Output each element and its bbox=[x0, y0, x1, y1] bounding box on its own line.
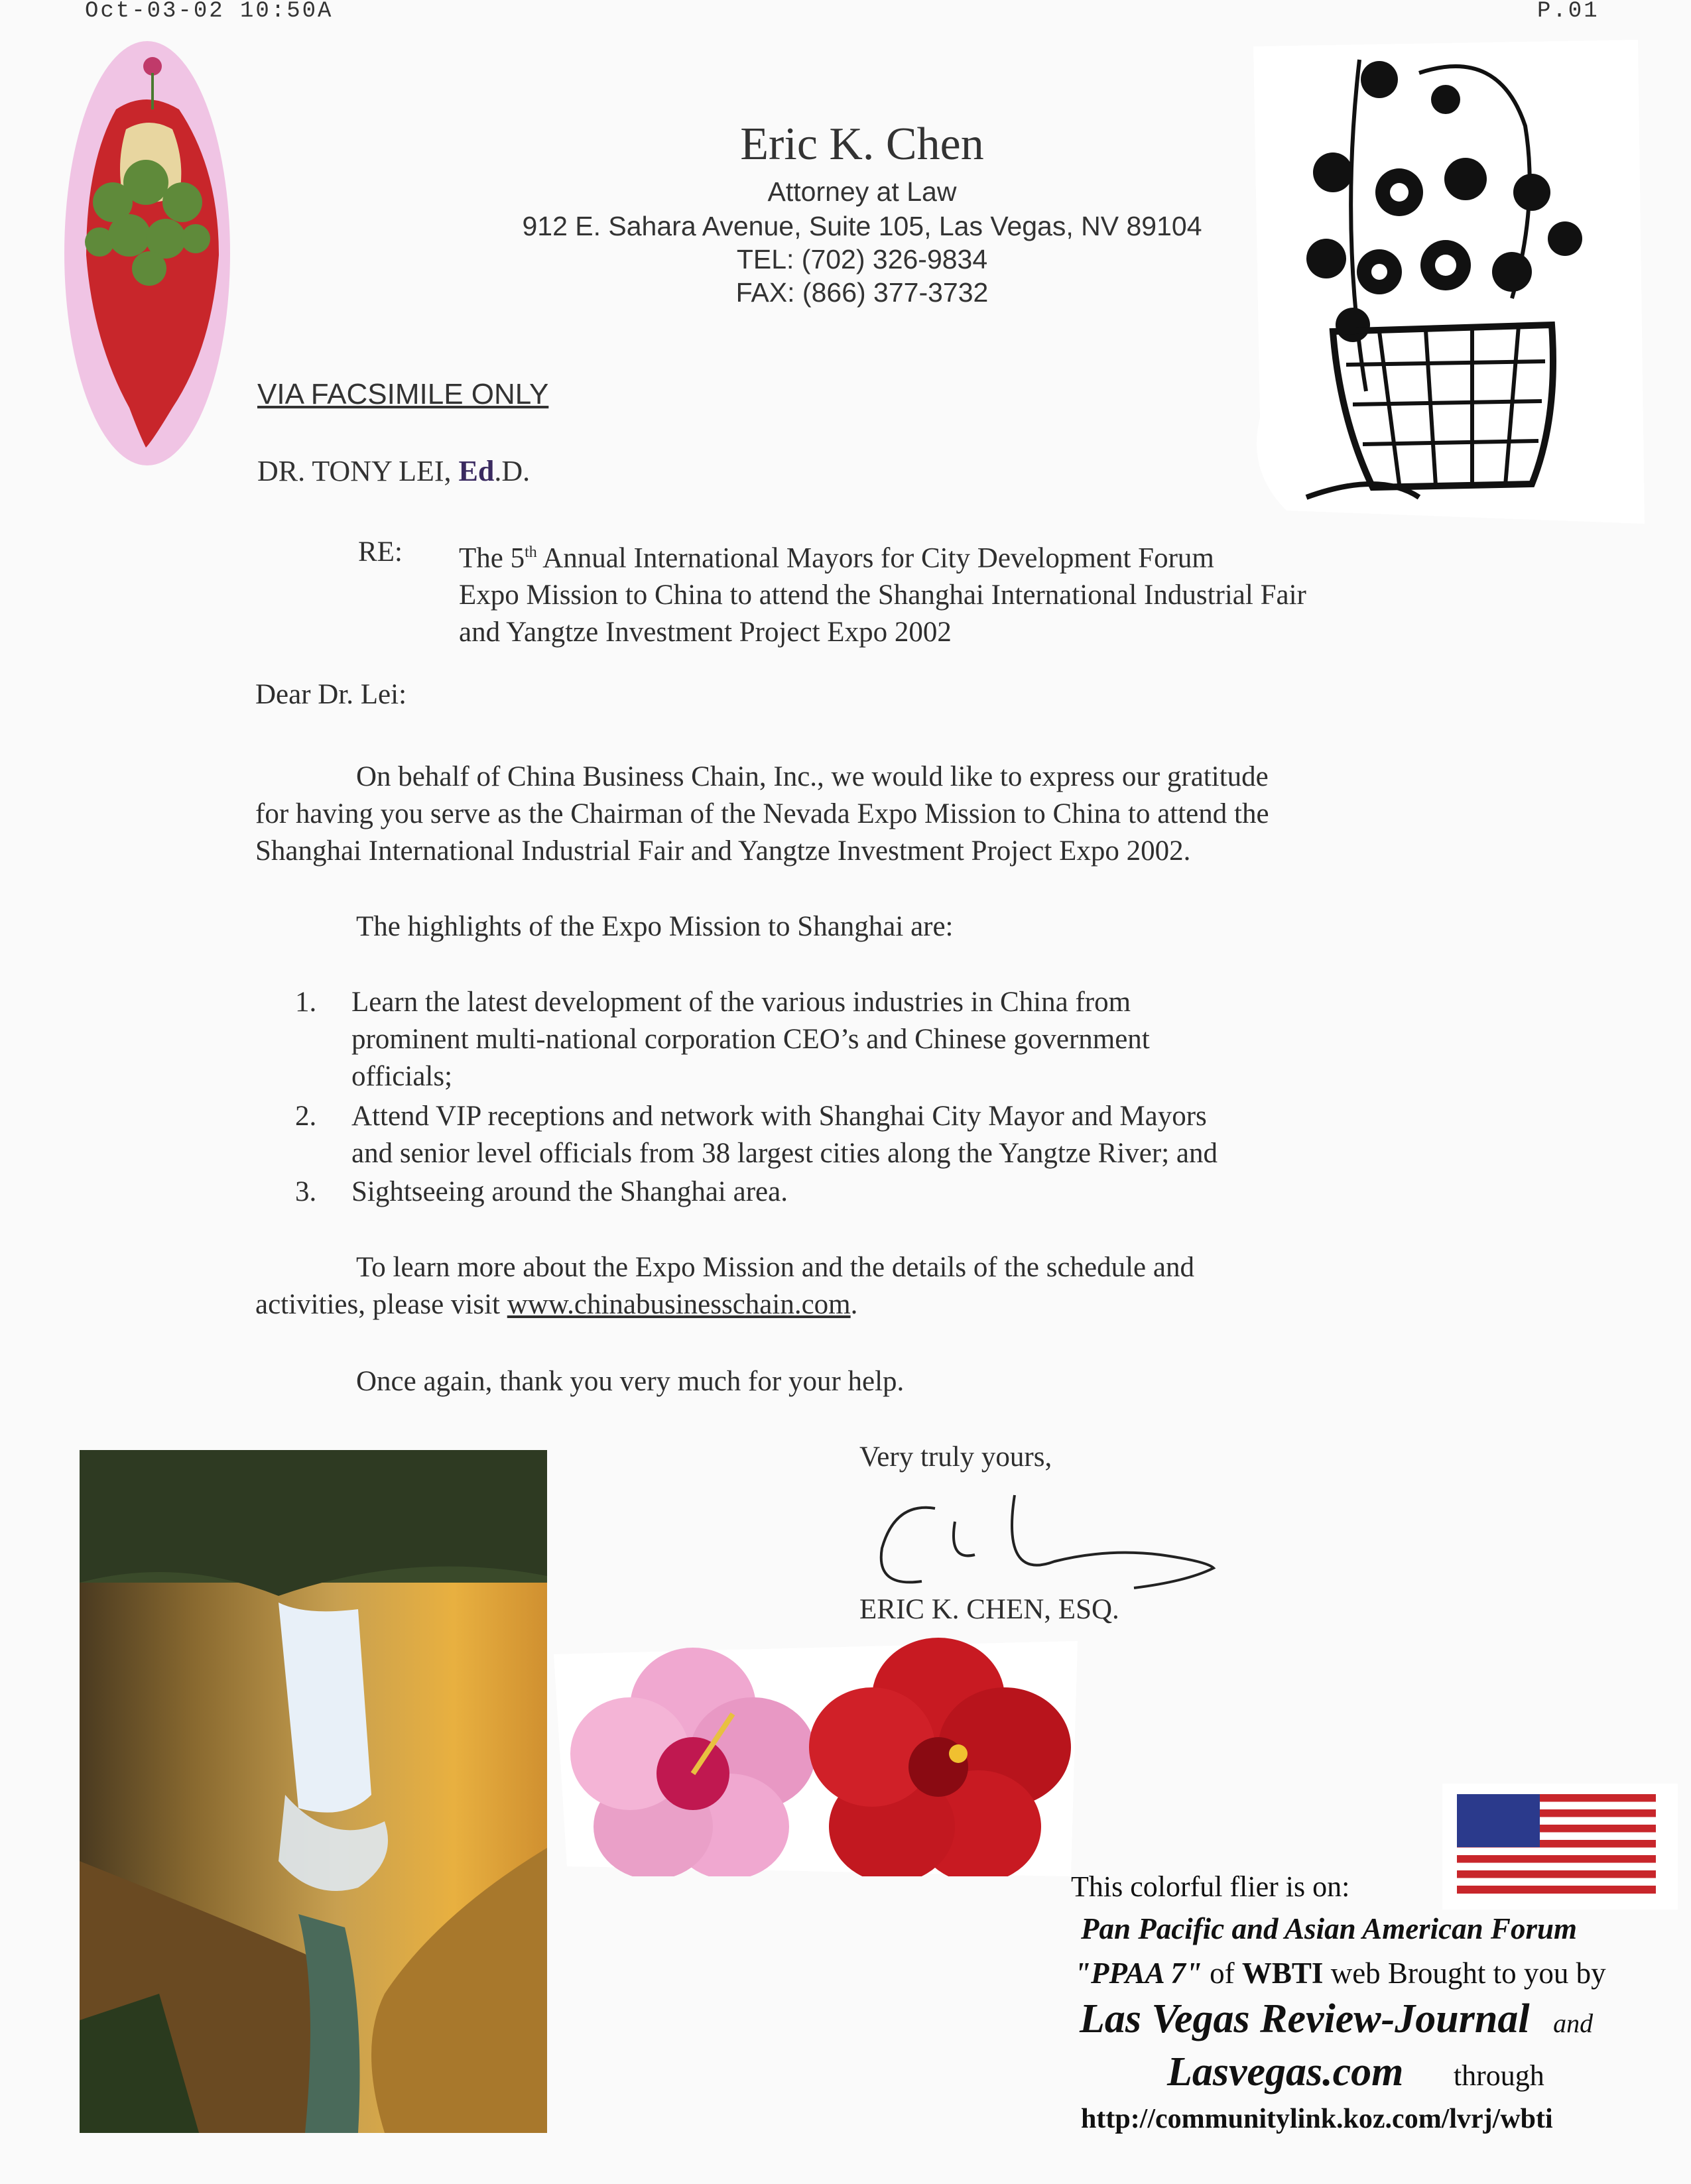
waterfall-photo bbox=[80, 1450, 547, 2133]
flier-intro: This colorful flier is on: bbox=[1071, 1870, 1350, 1903]
paragraph-3-line-2-pre: activities, please visit bbox=[255, 1289, 507, 1320]
list-item-line: and senior level officials from 38 largest cities along the Yangtze River; and bbox=[351, 1138, 1218, 1169]
list-item-number: 3. bbox=[295, 1176, 317, 1207]
re-line-1-post: Annual International Mayors for City Development Forum bbox=[536, 542, 1214, 574]
flier-review-journal-line bbox=[1080, 1996, 1593, 2043]
list-item-line: Sightseeing around the Shanghai area. bbox=[351, 1176, 788, 1207]
flier-ppaa-line bbox=[1074, 1956, 1606, 1990]
fax-timestamp: Oct-03-02 10:50A bbox=[85, 0, 334, 24]
recipient-degree: Ed bbox=[458, 455, 495, 487]
re-line-2: Expo Mission to China to attend the Shanghai International Industrial Fair bbox=[459, 579, 1306, 611]
flier-review-journal: Las Vegas Review-Journal bbox=[1080, 1996, 1530, 2041]
list-item-line: officials; bbox=[351, 1061, 453, 1092]
flier-lasvegas: Lasvegas.com bbox=[1167, 2049, 1404, 2094]
delivery-method: VIA FACSIMILE ONLY bbox=[257, 378, 549, 410]
paragraph-1-line-2: for having you serve as the Chairman of the Nevada Expo Mission to China to attend the bbox=[255, 798, 1269, 829]
list-item bbox=[295, 1098, 1479, 1172]
fax-page-number: P.01 bbox=[1537, 0, 1599, 24]
website-link[interactable]: www.chinabusinesschain.com bbox=[507, 1289, 851, 1320]
letterhead-fax: FAX: (866) 377-3732 bbox=[735, 277, 989, 308]
re-line-1-pre: The 5 bbox=[459, 542, 525, 574]
flier-forum-name: Pan Pacific and Asian American Forum bbox=[1081, 1912, 1577, 1945]
valediction: Very truly yours, bbox=[859, 1441, 1052, 1473]
re-subject bbox=[459, 534, 1520, 651]
paragraph-3-line-2-post: . bbox=[850, 1289, 858, 1320]
us-flag-icon bbox=[1442, 1784, 1678, 1910]
list-item-line: Attend VIP receptions and network with Shanghai City Mayor and Mayors bbox=[351, 1101, 1207, 1132]
paragraph-1-line-3: Shanghai International Industrial Fair and Yangtze Investment Project Expo 2002. bbox=[255, 835, 1191, 867]
paragraph-1-line-1: On behalf of China Business Chain, Inc., we would like to express our gratitude bbox=[356, 761, 1269, 792]
list-item-number: 2. bbox=[295, 1101, 317, 1132]
paragraph-2: The highlights of the Expo Mission to Shanghai are: bbox=[356, 911, 954, 942]
re-line-1 bbox=[459, 534, 1520, 577]
paragraph-4: Once again, thank you very much for your help. bbox=[356, 1366, 905, 1397]
list-item-line: prominent multi-national corporation CEO’s and Chinese government bbox=[351, 1024, 1150, 1055]
list-item bbox=[295, 984, 1479, 1095]
paragraph-3 bbox=[255, 1249, 1475, 1323]
signer-name: ERIC K. CHEN, ESQ. bbox=[859, 1594, 1119, 1625]
flower-basket-clipart bbox=[1247, 20, 1645, 524]
letterhead-address: 912 E. Sahara Avenue, Suite 105, Las Vegas, NV 89104 bbox=[522, 211, 1202, 241]
paragraph-3-line-2 bbox=[255, 1286, 1475, 1323]
flier-and: and bbox=[1553, 2008, 1594, 2038]
hibiscus-flowers bbox=[554, 1628, 1078, 1876]
paragraph-1 bbox=[255, 758, 1475, 870]
flier-wbti: WBTI bbox=[1241, 1957, 1324, 1990]
letterhead-name: Eric K. Chen bbox=[740, 119, 984, 170]
shoe-plant-clipart bbox=[60, 36, 235, 471]
signature bbox=[855, 1482, 1227, 1601]
re-label: RE: bbox=[358, 536, 403, 568]
flier-ppaa: "PPAA 7" bbox=[1074, 1957, 1202, 1990]
re-line-3: and Yangtze Investment Project Expo 2002 bbox=[459, 617, 952, 648]
list-item bbox=[295, 1174, 1479, 1211]
flier-url[interactable]: http://communitylink.koz.com/lvrj/wbti bbox=[1081, 2104, 1553, 2134]
recipient-name bbox=[257, 454, 530, 488]
list-item-line: Learn the latest development of the various industries in China from bbox=[351, 987, 1131, 1018]
letterhead-title: Attorney at Law bbox=[767, 176, 957, 207]
flier-through: through bbox=[1453, 2059, 1544, 2092]
recipient-name-text: DR. TONY LEI, bbox=[257, 455, 459, 487]
flier-of: of bbox=[1202, 1957, 1242, 1990]
recipient-suffix: .D. bbox=[494, 455, 531, 487]
paragraph-3-line-1: To learn more about the Expo Mission and the details of the schedule and bbox=[356, 1252, 1194, 1283]
list-item-number: 1. bbox=[295, 987, 317, 1018]
letterhead-tel: TEL: (702) 326-9834 bbox=[736, 244, 988, 274]
salutation: Dear Dr. Lei: bbox=[255, 679, 407, 710]
flier-lasvegas-line bbox=[1167, 2049, 1544, 2096]
flier-brought: web Brought to you by bbox=[1323, 1957, 1606, 1990]
re-line-1-sup: th bbox=[525, 544, 537, 561]
